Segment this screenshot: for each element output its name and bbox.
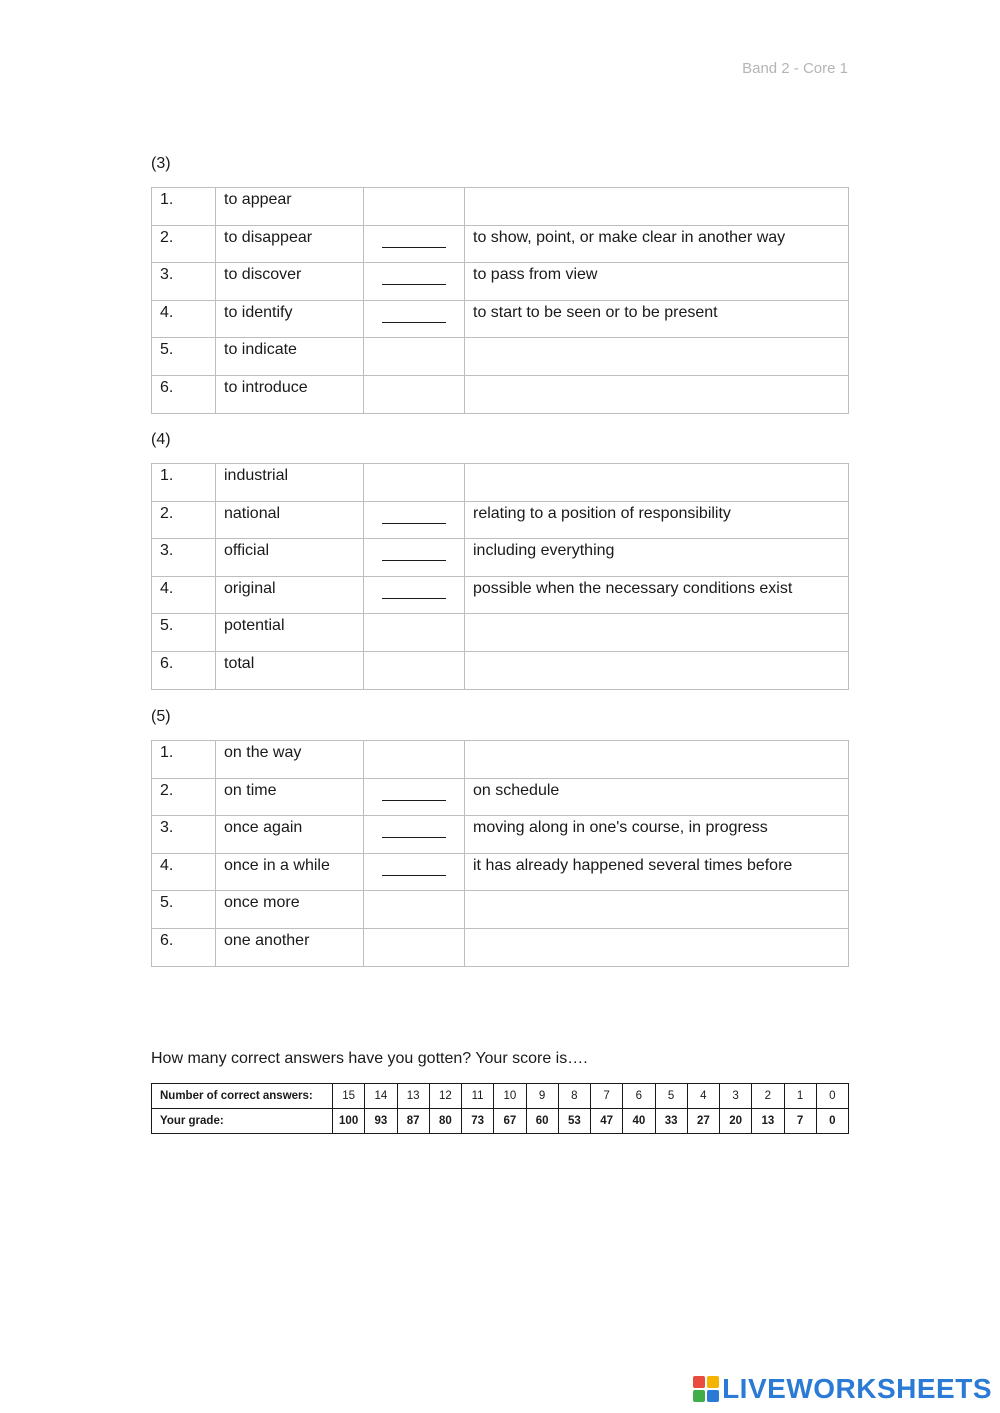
answer-cell — [364, 576, 465, 614]
grade-cell: 53 — [558, 1109, 590, 1134]
logo-text: LIVEWORKSHEETS — [722, 1373, 992, 1404]
section-label: (3) — [151, 155, 171, 172]
correct-count-cell: 14 — [365, 1084, 397, 1109]
vocabulary-word: to discover — [216, 263, 364, 301]
answer-cell — [364, 464, 465, 502]
correct-count-cell: 8 — [558, 1084, 590, 1109]
liveworksheets-logo — [693, 1373, 992, 1405]
vocabulary-word: to introduce — [216, 375, 364, 413]
correct-count-cell: 13 — [397, 1084, 429, 1109]
table-row — [152, 741, 849, 779]
answer-blank[interactable] — [382, 266, 446, 285]
section-label: (4) — [151, 431, 171, 448]
answer-cell — [364, 816, 465, 854]
definition — [465, 338, 849, 376]
vocabulary-word: industrial — [216, 464, 364, 502]
logo-square — [707, 1390, 719, 1402]
answer-blank[interactable] — [382, 304, 446, 323]
answer-cell — [364, 853, 465, 891]
correct-count-cell: 7 — [591, 1084, 623, 1109]
grade-cell: 60 — [526, 1109, 558, 1134]
definition — [465, 464, 849, 502]
table-row — [152, 188, 849, 226]
item-number: 3. — [152, 816, 216, 854]
vocabulary-word: once more — [216, 891, 364, 929]
table-row — [152, 614, 849, 652]
table-row — [152, 891, 849, 929]
vocabulary-word: official — [216, 539, 364, 577]
correct-count-cell: 4 — [687, 1084, 719, 1109]
answer-cell — [364, 741, 465, 779]
answer-cell — [364, 651, 465, 689]
vocabulary-word: on time — [216, 778, 364, 816]
definition: moving along in one's course, in progress — [465, 816, 849, 854]
grade-row — [152, 1109, 849, 1134]
grade-cell: 40 — [623, 1109, 655, 1134]
grade-label: Your grade: — [152, 1109, 333, 1134]
correct-count-cell: 12 — [429, 1084, 461, 1109]
correct-count-cell: 10 — [494, 1084, 526, 1109]
table-row — [152, 338, 849, 376]
item-number: 2. — [152, 501, 216, 539]
vocabulary-word: to disappear — [216, 225, 364, 263]
page-header: Band 2 - Core 1 — [742, 60, 848, 77]
section-label: (5) — [151, 708, 171, 725]
vocabulary-word: national — [216, 501, 364, 539]
definition — [465, 928, 849, 966]
answer-blank[interactable] — [382, 857, 446, 876]
item-number: 3. — [152, 263, 216, 301]
answer-cell — [364, 338, 465, 376]
vocabulary-word: to appear — [216, 188, 364, 226]
answer-blank[interactable] — [382, 229, 446, 248]
item-number: 1. — [152, 464, 216, 502]
matching-table — [151, 740, 849, 967]
grade-cell: 0 — [816, 1109, 848, 1134]
answer-blank[interactable] — [382, 542, 446, 561]
definition: on schedule — [465, 778, 849, 816]
correct-answers-label: Number of correct answers: — [152, 1084, 333, 1109]
grade-cell: 87 — [397, 1109, 429, 1134]
correct-count-cell: 5 — [655, 1084, 687, 1109]
answer-cell — [364, 375, 465, 413]
vocabulary-word: on the way — [216, 741, 364, 779]
definition — [465, 651, 849, 689]
item-number: 4. — [152, 853, 216, 891]
correct-count-cell: 15 — [333, 1084, 365, 1109]
table-row — [152, 576, 849, 614]
correct-count-cell: 6 — [623, 1084, 655, 1109]
table-row — [152, 225, 849, 263]
grade-cell: 13 — [752, 1109, 784, 1134]
correct-count-cell: 11 — [462, 1084, 494, 1109]
definition: to pass from view — [465, 263, 849, 301]
vocabulary-word: one another — [216, 928, 364, 966]
vocabulary-word: once in a while — [216, 853, 364, 891]
correct-count-cell: 1 — [784, 1084, 816, 1109]
answer-cell — [364, 300, 465, 338]
answer-cell — [364, 614, 465, 652]
vocabulary-word: original — [216, 576, 364, 614]
item-number: 4. — [152, 576, 216, 614]
definition — [465, 741, 849, 779]
answer-cell — [364, 778, 465, 816]
grade-cell: 73 — [462, 1109, 494, 1134]
definition — [465, 891, 849, 929]
item-number: 2. — [152, 778, 216, 816]
table-row — [152, 928, 849, 966]
answer-cell — [364, 225, 465, 263]
score-question: How many correct answers have you gotten? Your score is…. — [151, 1050, 588, 1067]
table-row — [152, 816, 849, 854]
table-row — [152, 300, 849, 338]
grade-cell: 67 — [494, 1109, 526, 1134]
answer-cell — [364, 928, 465, 966]
table-row — [152, 778, 849, 816]
item-number: 5. — [152, 614, 216, 652]
item-number: 5. — [152, 338, 216, 376]
answer-blank[interactable] — [382, 782, 446, 801]
table-row — [152, 501, 849, 539]
answer-cell — [364, 188, 465, 226]
vocabulary-word: once again — [216, 816, 364, 854]
definition: to show, point, or make clear in another way — [465, 225, 849, 263]
definition: including everything — [465, 539, 849, 577]
definition: to start to be seen or to be present — [465, 300, 849, 338]
logo-square — [693, 1390, 705, 1402]
correct-count-cell: 2 — [752, 1084, 784, 1109]
item-number: 2. — [152, 225, 216, 263]
grade-cell: 80 — [429, 1109, 461, 1134]
definition: it has already happened several times before — [465, 853, 849, 891]
definition — [465, 375, 849, 413]
correct-count-cell: 3 — [720, 1084, 752, 1109]
matching-table — [151, 187, 849, 414]
matching-table — [151, 463, 849, 690]
grade-cell: 20 — [720, 1109, 752, 1134]
answer-cell — [364, 539, 465, 577]
table-row — [152, 539, 849, 577]
definition — [465, 188, 849, 226]
table-row — [152, 375, 849, 413]
grade-cell: 27 — [687, 1109, 719, 1134]
grade-cell: 47 — [591, 1109, 623, 1134]
grade-cell: 33 — [655, 1109, 687, 1134]
item-number: 1. — [152, 188, 216, 226]
table-row — [152, 263, 849, 301]
logo-square — [707, 1376, 719, 1388]
vocabulary-word: total — [216, 651, 364, 689]
item-number: 6. — [152, 928, 216, 966]
item-number: 6. — [152, 651, 216, 689]
item-number: 4. — [152, 300, 216, 338]
grade-cell: 100 — [333, 1109, 365, 1134]
answer-cell — [364, 263, 465, 301]
correct-answers-row — [152, 1084, 849, 1109]
correct-count-cell: 0 — [816, 1084, 848, 1109]
answer-cell — [364, 891, 465, 929]
logo-square — [693, 1376, 705, 1388]
table-row — [152, 651, 849, 689]
definition — [465, 614, 849, 652]
item-number: 3. — [152, 539, 216, 577]
vocabulary-word: potential — [216, 614, 364, 652]
logo-mark-icon — [693, 1376, 719, 1402]
grade-cell: 7 — [784, 1109, 816, 1134]
answer-blank[interactable] — [382, 819, 446, 838]
item-number: 6. — [152, 375, 216, 413]
score-table — [151, 1083, 849, 1134]
item-number: 5. — [152, 891, 216, 929]
grade-cell: 93 — [365, 1109, 397, 1134]
vocabulary-word: to identify — [216, 300, 364, 338]
correct-count-cell: 9 — [526, 1084, 558, 1109]
answer-cell — [364, 501, 465, 539]
item-number: 1. — [152, 741, 216, 779]
vocabulary-word: to indicate — [216, 338, 364, 376]
definition: relating to a position of responsibility — [465, 501, 849, 539]
definition: possible when the necessary conditions exist — [465, 576, 849, 614]
answer-blank[interactable] — [382, 580, 446, 599]
table-row — [152, 464, 849, 502]
table-row — [152, 853, 849, 891]
answer-blank[interactable] — [382, 505, 446, 524]
